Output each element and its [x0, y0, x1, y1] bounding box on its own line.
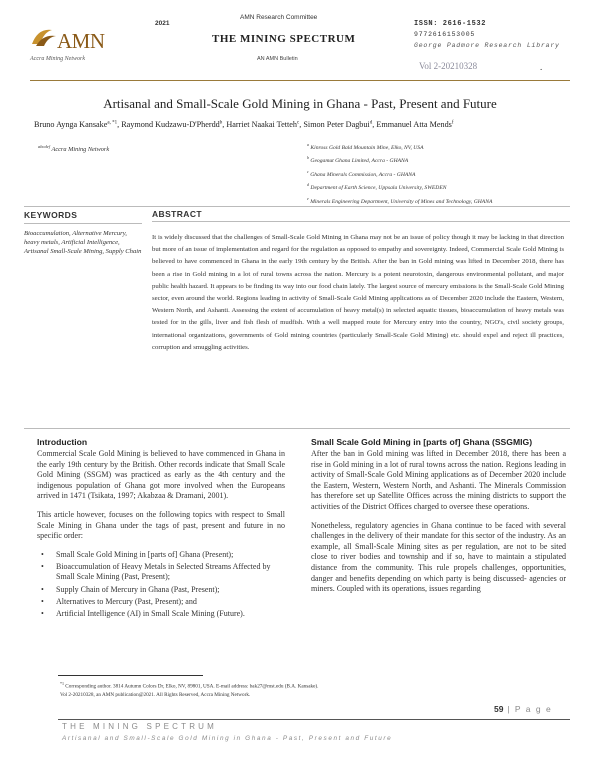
- page-number: 59 | P a g e: [494, 704, 553, 714]
- footnote-rule: [58, 675, 203, 676]
- logo-subtitle: Accra Mining Network: [30, 56, 85, 62]
- corresponding-author-note: $^{*1}$ Corresponding author. 3814 Autumn Colors Dr, Elko, NV, 89801, USA. E-mail address: bak27@mst.edu (B.A. Kansake).: [60, 681, 319, 690]
- author-list: [34, 120, 574, 129]
- barcode-number: 9772616153005: [414, 31, 476, 38]
- gold-arc-icon: [30, 24, 60, 48]
- author: Raymond Kudzawu-D'Pherdd$^b$,: [121, 120, 227, 129]
- abstract-rule: [152, 221, 570, 222]
- footer-rule: [58, 719, 570, 720]
- list-item: • Artificial Intelligence (AI) in Small Scale Mining (Future).: [37, 609, 285, 620]
- left-column: [37, 437, 285, 621]
- affiliation-item: $^b$ Geogamut Ghana Limited, Accra - GHANA: [307, 155, 409, 165]
- introduction-paragraph: Commercial Scale Gold Mining is believed to have commenced in Ghana in the early 19th century by the British. Other records indicate that Small Scale Gold Mining (SSGM) was practiced as early as the 4th century and the indigenous population of Ghana got more involved when the Europeans arrived in 1471 (Tsikata, 1997; Akabzaa & Dramani, 2001).: [37, 449, 285, 501]
- affiliation-item: $^d$ Department of Earth Science, Uppsala University, SWEDEN: [307, 182, 447, 192]
- volume-label: Vol 2-20210328: [419, 61, 478, 71]
- journal-title: THE MINING SPECTRUM: [212, 33, 356, 45]
- ssgm-paragraph: Nonetheless, regulatory agencies in Ghana continue to be faced with several challenges in the delivery of their mandate for this sector of the industry. As an example, all Small-Scale Mining sites as per regulation, are not to be sited close to river bodies and township and if so, have to maintain a stipulated distance from the community. This rule propels challenges, opportunities, danger and benefits depending on which party is being discussed- agencies or miners. Coupled with its operations, issues regarding: [311, 520, 566, 594]
- header-divider: [30, 80, 570, 81]
- list-item: • Small Scale Gold Mining in [parts of] Ghana (Present);: [37, 550, 285, 561]
- footer-journal-name: THE MINING SPECTRUM: [62, 722, 218, 731]
- topics-list: [37, 550, 285, 620]
- ssgm-heading: Small Scale Gold Mining in [parts of] Ghana (SSGMIG): [311, 437, 533, 447]
- list-item: • Supply Chain of Mercury in Ghana (Past, Present);: [37, 585, 285, 596]
- author: Simon Peter Dagbui$^d$,: [303, 120, 377, 129]
- paper-title: Artisanal and Small-Scale Gold Mining in Ghana - Past, Present and Future: [103, 96, 497, 111]
- right-column: [311, 437, 566, 603]
- keywords-heading: KEYWORDS: [24, 210, 78, 220]
- library-name: George Padmore Research Library: [414, 42, 560, 49]
- footnote: [60, 680, 570, 699]
- amn-logo: [30, 24, 122, 62]
- affiliation-item: $^e$ Minerals Engineering Department, University of Mines and Technology, GHANA: [307, 195, 493, 205]
- list-item: • Bioaccumulation of Heavy Metals in Selected Streams Affected by Small Scale Mining (Past, Present);: [37, 562, 285, 583]
- footer-article-title: Artisanal and Small-Scale Gold Mining in Ghana - Past, Present and Future: [62, 735, 393, 742]
- header-year: 2021: [155, 20, 170, 27]
- affiliation-item: $^c$ Ghana Minerals Commission, Accra - GHANA: [307, 168, 416, 178]
- abstract-text: It is widely discussed that the challenges of Small-Scale Gold Mining in Ghana may not be an issue of policy though it may be lacking in that direction but more of an issue of implementation and regard for the regulation as opposed to empathy and sovereignty. Indeed, Commercial Scale Gold Mining is believed to have commenced in Ghana in the early 19th century by the British. After the ban in Gold mining was lifted in December 2018, there has been a rise in Gold mining in a lot of rural towns across the nation. Mercury is a potent neurotoxin, dangerous environmental pollutant, and major public health hazard. It appears to be finding its way into our food chain lately. The largest source of mercury emissions is the Small-Scale Gold Mining sector, even around the world. Regions leading in activity of Small-Scale Gold Mining applications as of December 2020 include the Eastern, Western, Western North, and Ashanti. Assessing the extent of accumulation of heavy metal(s) in selected aquatic tissues, bioaccumulation of heavy metals was tested for in the gills, liver and fish flesh of mudfish. With a well mapped route for Mercury entry into the country, NGO's, civil society groups, international organizations, governments of Gold mining countries (particularly Small-Scale Gold Mining) etc. should expel and reject ill practices, corruption and smuggling activities.: [152, 234, 564, 351]
- logo-text: AMN: [57, 29, 105, 53]
- header-committee: AMN Research Committee: [240, 14, 318, 21]
- abstract-bottom-rule: [24, 428, 570, 429]
- header-identifiers: [414, 20, 560, 49]
- affiliation-item: $^a$ Kinross Gold Bald Mountain Mine, Elko, NV, USA: [307, 142, 424, 151]
- copyright-note: Vol 2-20210328, an AMN publication@2021. All Rights Reserved, Accra Mining Network.: [60, 691, 251, 698]
- author: Harriet Naakai Tetteh$^c$,: [226, 120, 304, 129]
- keywords-rule: [24, 223, 142, 224]
- author: Bruno Aynga Kansake$^{a, *1}$,: [34, 120, 122, 129]
- author: Emmanuel Atta Mends$^f$: [376, 120, 454, 129]
- keywords-text: Bioaccumulation, Alternative Mercury, heavy metals, Artificial Intelligence, Artisanal Small-Scale Mining, Supply Chain: [24, 230, 142, 256]
- ssgm-paragraph: After the ban in Gold mining was lifted in December 2018, there has been a rise in Gold mining in a lot of rural towns across the nation. Regions leading in activity of Small-Scale Gold Mining applications as of December 2020 include the Eastern, Western, Western North, and Ashanti. The Minerals Commission has therefore set up Satellite Offices across the mining districts to support the activities of the District Offices charged to oversee these operations.: [311, 449, 566, 511]
- journal-bulletin: AN AMN Bulletin: [257, 56, 298, 62]
- keywords-top-rule: [24, 206, 570, 207]
- volume-dot: .: [540, 62, 543, 72]
- issn: ISSN: 2616-1532: [414, 20, 487, 28]
- list-item: • Alternatives to Mercury (Past, Present); and: [37, 597, 285, 608]
- affiliation-network: $^{abcdef}$ Accra Mining Network: [38, 144, 110, 154]
- topics-paragraph: This article however, focuses on the following topics with respect to Small Scale Mining in Ghana under the tags of past, present and future in no specific order:: [37, 509, 285, 541]
- affiliation-list: [307, 140, 492, 207]
- introduction-heading: Introduction: [37, 437, 88, 447]
- abstract-heading: ABSTRACT: [152, 209, 202, 219]
